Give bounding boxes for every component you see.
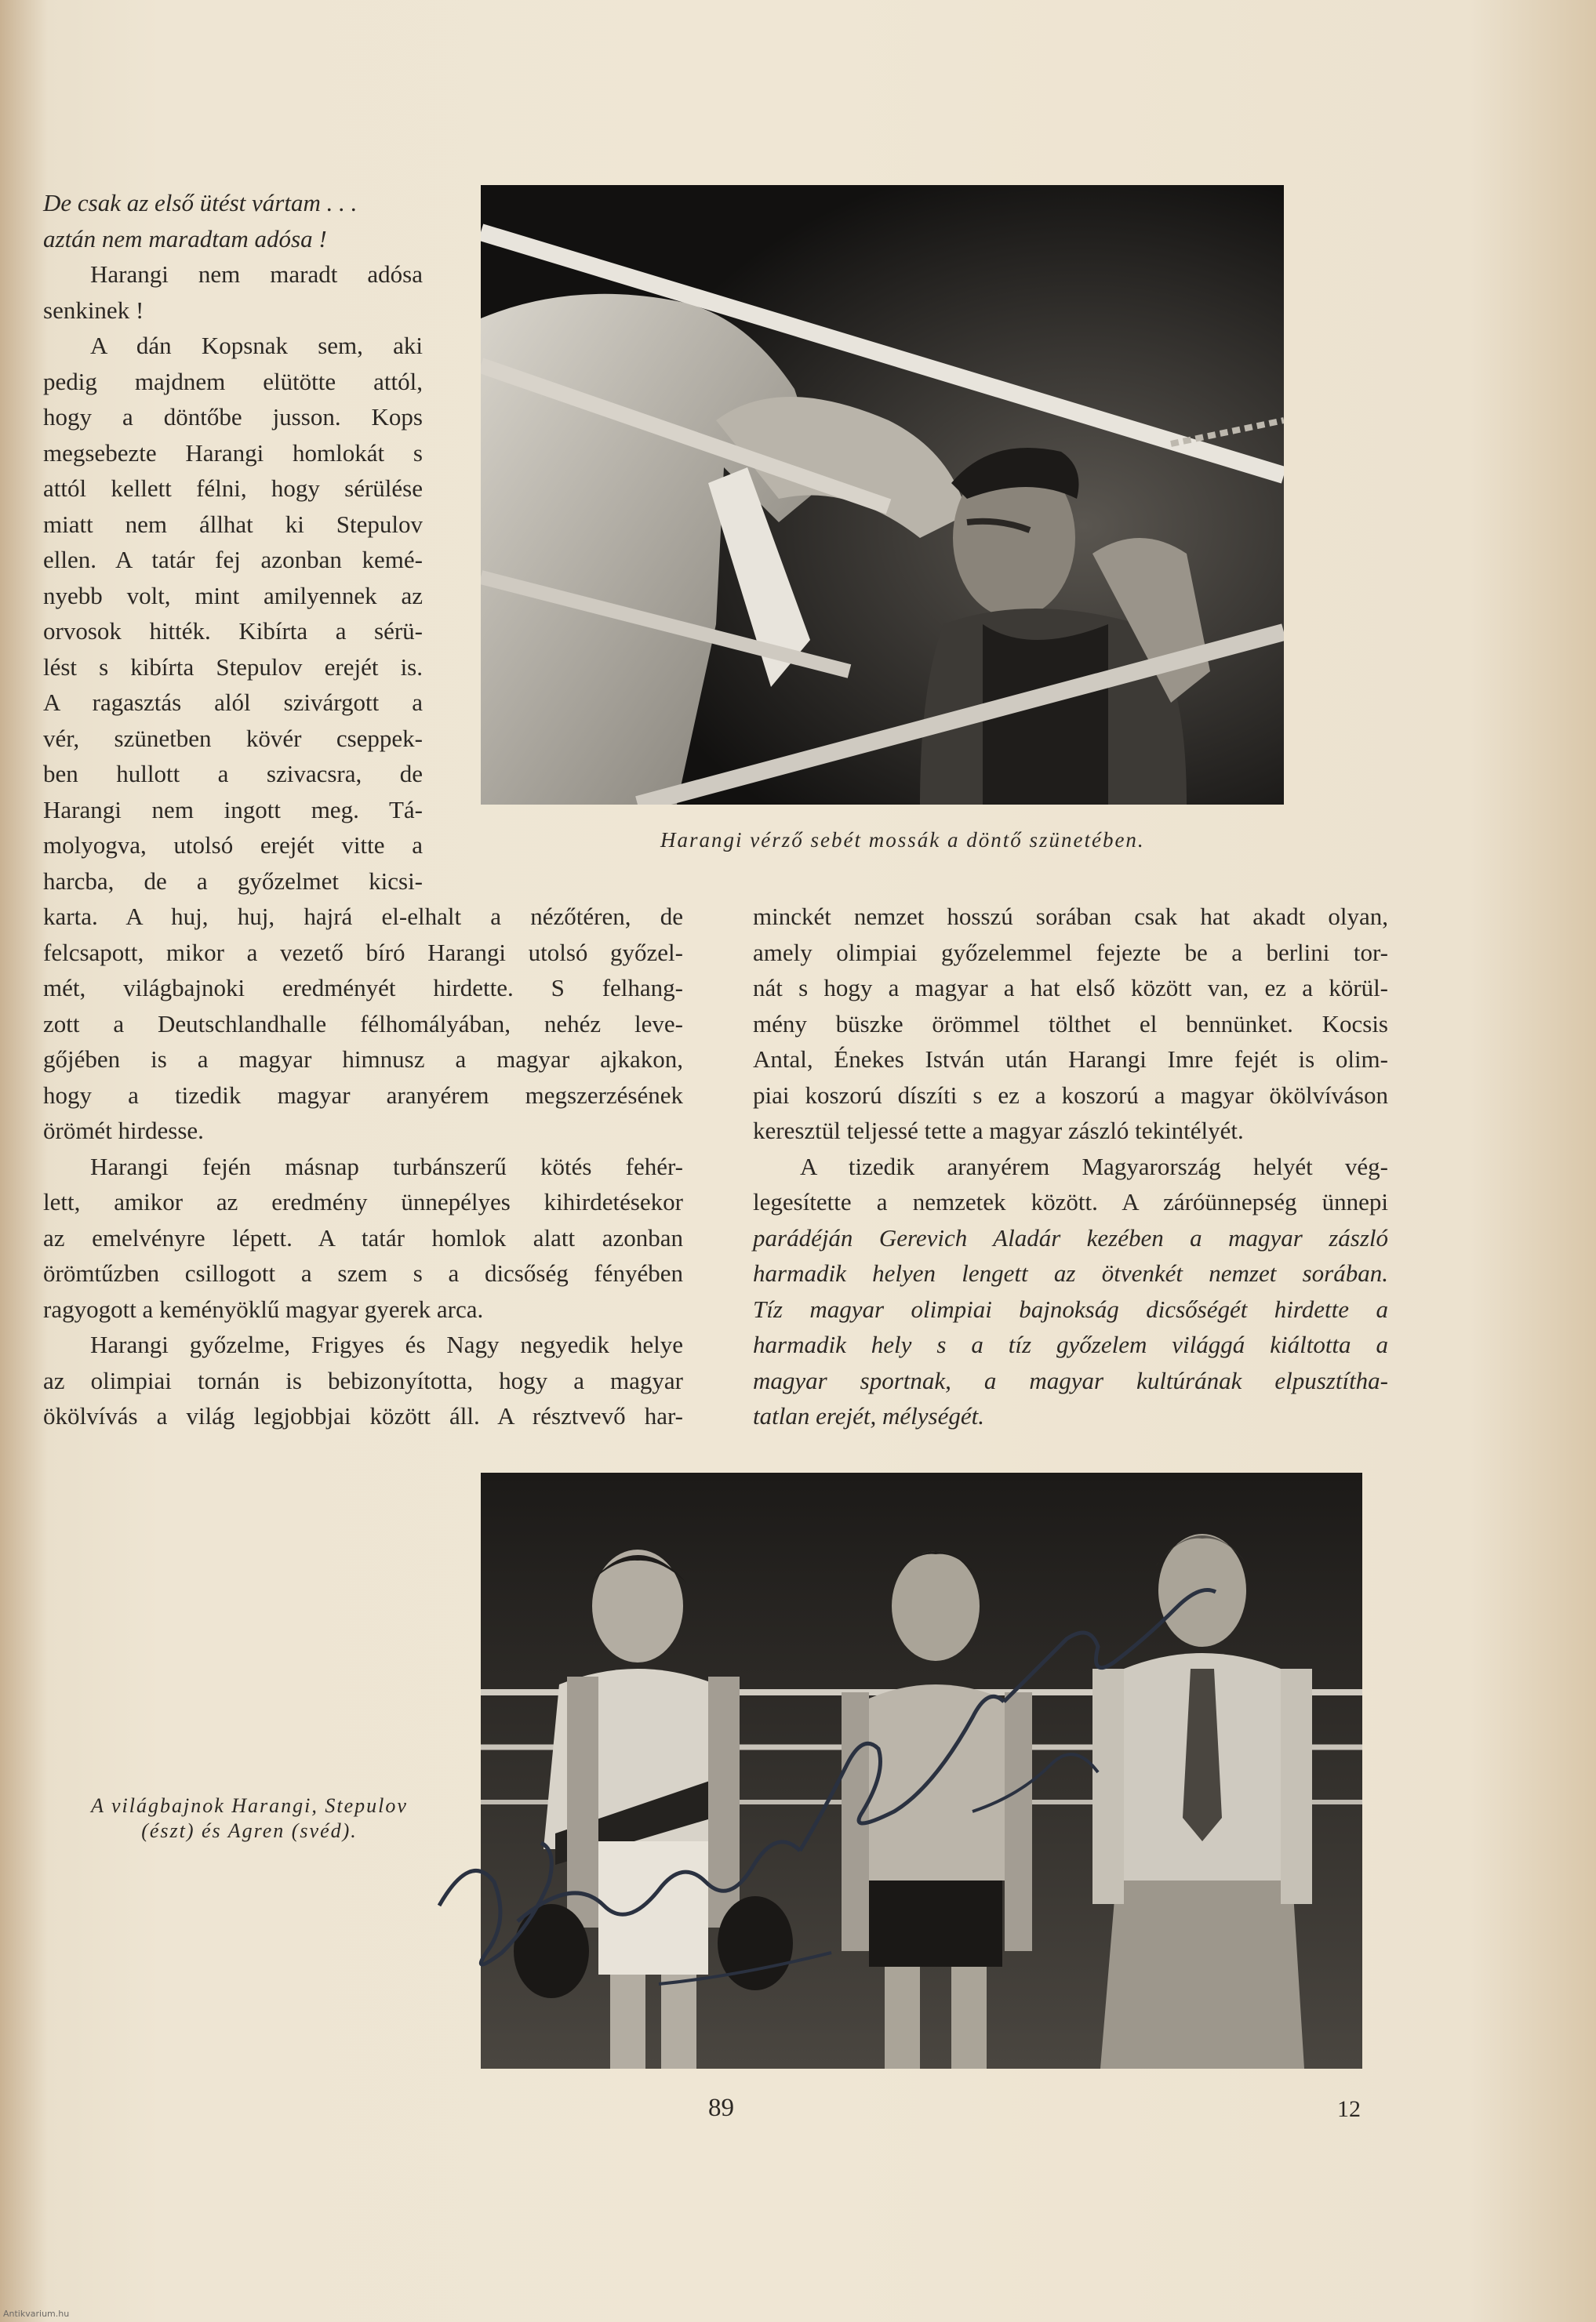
text-line: harmadik helyen lengett az ötvenkét nemzet sorában. bbox=[753, 1259, 1388, 1287]
photo-bottom-caption-line1: A világbajnok Harangi, Stepulov bbox=[91, 1794, 408, 1817]
watermark: Antikvarium.hu bbox=[3, 2309, 70, 2319]
text-line: Harangi nem ingott meg. Tá- bbox=[43, 795, 423, 823]
text-line: molyogva, utolsó erejét vitte a bbox=[43, 831, 423, 859]
text-line: legesítette a nemzetek között. A záróünnepség ünnepi bbox=[753, 1188, 1388, 1216]
text-line: magyar sportnak, a magyar kultúrának elpusztítha- bbox=[753, 1366, 1388, 1394]
text-line: lést s kibírta Stepulov erejét is. bbox=[43, 652, 423, 681]
text-line: harmadik hely s a tíz győzelem világgá kiáltotta a bbox=[753, 1331, 1388, 1358]
photo-top-caption: Harangi vérző sebét mossák a döntő szünetében. bbox=[660, 828, 1145, 852]
text-line: az olimpiai tornán is bebizonyította, hogy a magyar bbox=[43, 1366, 683, 1394]
text-line: vér, szünetben kövér cseppek- bbox=[43, 724, 423, 752]
text-line: nát s hogy a magyar a hat első között van, ez a körül- bbox=[753, 974, 1388, 1001]
text-line: parádéján Gerevich Aladár kezében a magyar zászló bbox=[753, 1223, 1388, 1252]
text-line: hogy a döntőbe jusson. Kops bbox=[43, 403, 423, 431]
text-line: orvosok hitték. Kibírta a sérü- bbox=[43, 617, 423, 645]
text-line: Harangi győzelme, Frigyes és Nagy negyedik helye bbox=[90, 1331, 683, 1358]
text-line: ragyogott a keményöklű magyar gyerek arca. bbox=[43, 1295, 484, 1323]
photo-bottom-caption-line2: (észt) és Agren (svéd). bbox=[141, 1819, 358, 1842]
text-line: mény büszke örömmel tölthet el bennünket. Kocsis bbox=[753, 1009, 1388, 1037]
text-line: De csak az első ütést vártam . . . bbox=[43, 189, 358, 216]
text-line: A ragasztás alól szivárgott a bbox=[43, 689, 423, 716]
text-line: örömtűzben csillogott a szem s a dicsőség fényében bbox=[43, 1259, 683, 1287]
text-line: felcsapott, mikor a vezető bíró Harangi utolsó győzel- bbox=[43, 938, 683, 966]
text-line: Tíz magyar olimpiai bajnokság dicsőségét hirdette a bbox=[753, 1295, 1388, 1323]
text-line: Harangi nem maradt adósa bbox=[90, 260, 423, 288]
text-line: ellen. A tatár fej azonban kemé- bbox=[43, 546, 423, 573]
text-line: A tizedik aranyérem Magyarország helyét vég- bbox=[800, 1152, 1388, 1180]
text-line: megsebezte Harangi homlokát s bbox=[43, 438, 423, 467]
text-line: senkinek ! bbox=[43, 296, 144, 324]
text-line: miatt nem állhat ki Stepulov bbox=[43, 510, 423, 538]
text-column-left-bottom bbox=[43, 899, 683, 1434]
text-line: gőjében is a magyar himnusz a magyar ajkakon, bbox=[43, 1045, 683, 1073]
text-line: tatlan erejét, mélységét. bbox=[753, 1402, 984, 1430]
sheet-number: 12 bbox=[1337, 2096, 1361, 2122]
text-line: lett, amikor az eredmény ünnepélyes kihirdetésekor bbox=[43, 1188, 683, 1216]
page-number: 89 bbox=[708, 2094, 734, 2122]
text-line: zott a Deutschlandhalle félhomályában, nehéz leve- bbox=[43, 1009, 683, 1037]
text-line: attól kellett félni, hogy sérülése bbox=[43, 474, 423, 502]
text-line: piai koszorú díszíti s ez a koszorú a magyar ökölvíváson bbox=[753, 1081, 1388, 1109]
text-line: hogy a tizedik magyar aranyérem megszerzésének bbox=[43, 1081, 683, 1109]
boxing-corner-illustration bbox=[481, 185, 1284, 805]
text-line: minckét nemzet hosszú sorában csak hat akadt olyan, bbox=[753, 903, 1388, 930]
champions-illustration bbox=[481, 1473, 1362, 2069]
text-line: A dán Kopsnak sem, aki bbox=[90, 332, 423, 359]
text-line: pedig majdnem elütötte attól, bbox=[43, 367, 423, 395]
text-column-left-top bbox=[43, 185, 423, 899]
text-line: ben hullott a szivacsra, de bbox=[43, 760, 423, 787]
text-line: mét, világbajnoki eredményét hirdette. S felhang- bbox=[43, 974, 683, 1001]
text-line: örömét hirdesse. bbox=[43, 1117, 204, 1144]
text-line: az emelvényre lépett. A tatár homlok alatt azonban bbox=[43, 1223, 683, 1252]
text-line: nyebb volt, mint amilyennek az bbox=[43, 581, 423, 609]
text-line: ökölvívás a világ legjobbjai között áll. A résztvevő har- bbox=[43, 1402, 683, 1430]
text-line: aztán nem maradtam adósa ! bbox=[43, 224, 327, 253]
text-line: harcba, de a győzelmet kicsi- bbox=[43, 867, 423, 895]
text-column-right bbox=[753, 899, 1388, 1434]
photo-bottom-caption bbox=[53, 1794, 445, 1843]
text-line: karta. A huj, huj, hajrá el-elhalt a nézőtéren, de bbox=[43, 903, 683, 930]
boxing-corner-photo bbox=[481, 185, 1284, 805]
text-line: Antal, Énekes István után Harangi Imre fejét is olim- bbox=[753, 1045, 1388, 1073]
text-line: Harangi fején másnap turbánszerű kötés fehér- bbox=[90, 1152, 683, 1180]
champions-group-photo bbox=[481, 1473, 1362, 2069]
text-line: keresztül teljessé tette a magyar zászló tekintélyét. bbox=[753, 1117, 1244, 1144]
text-line: amely olimpiai győzelemmel fejezte be a berlini tor- bbox=[753, 938, 1388, 966]
